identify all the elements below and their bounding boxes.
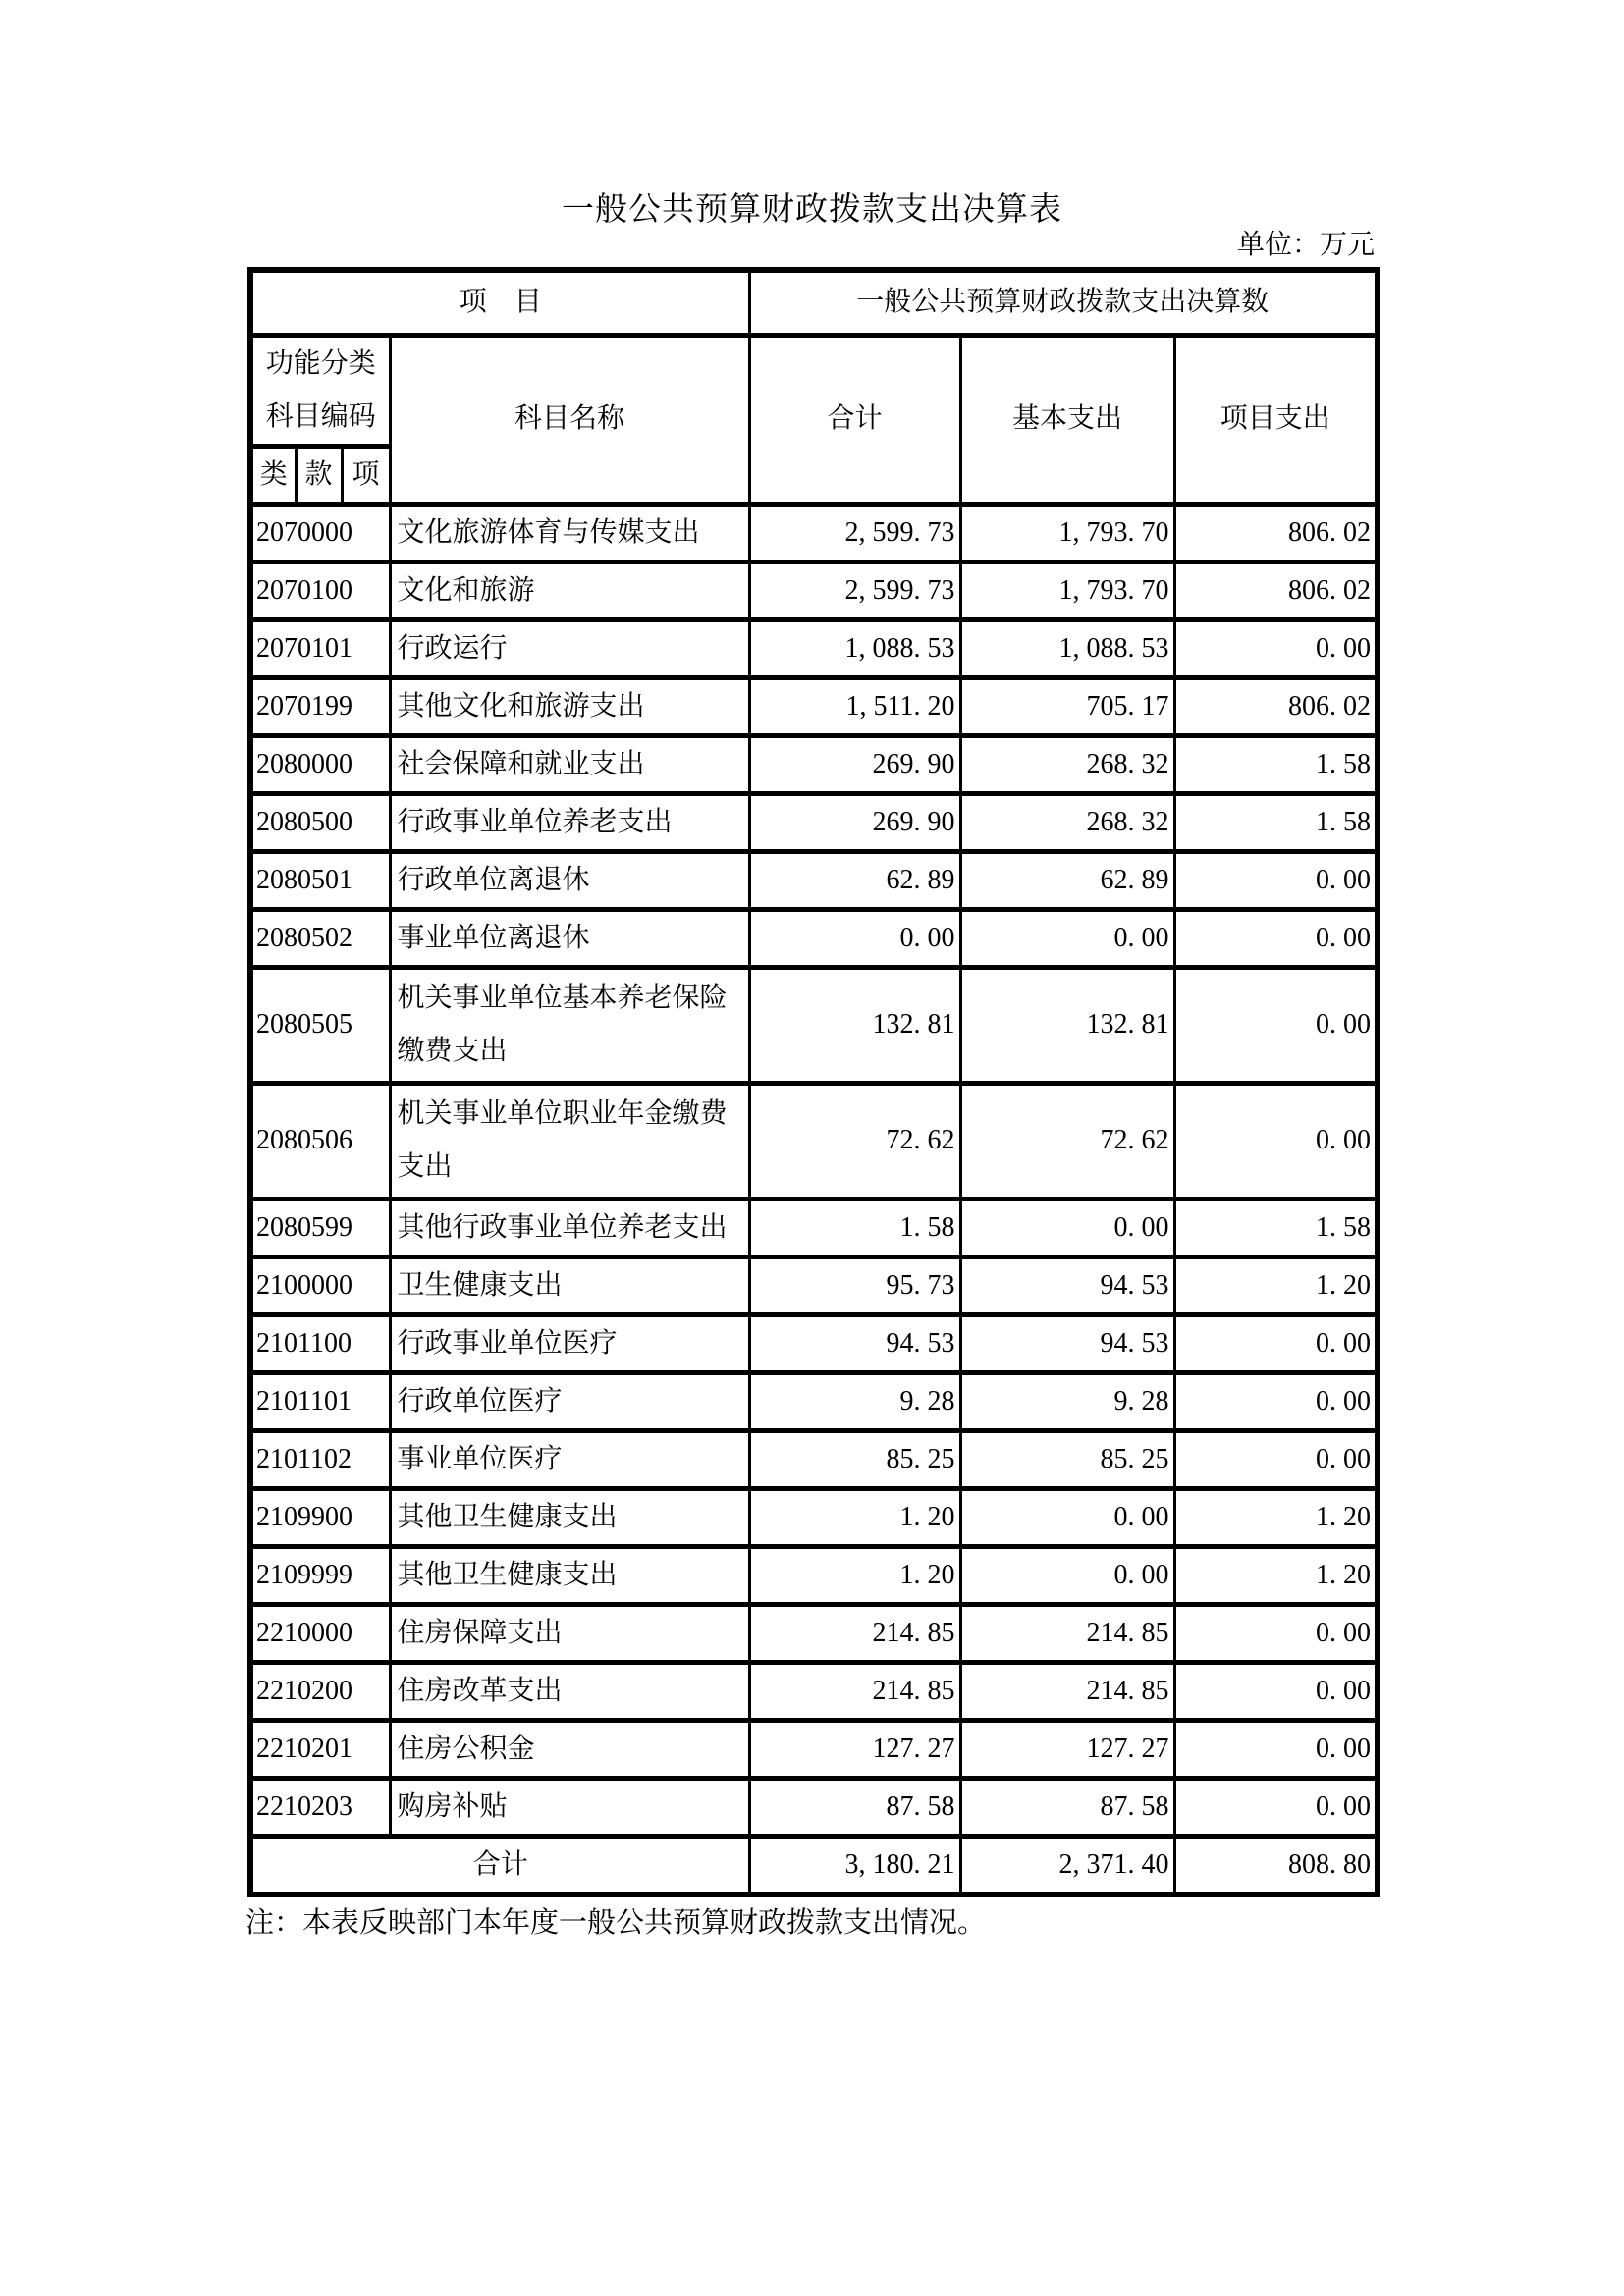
row-basic: 268. 32	[960, 735, 1174, 793]
row-code: 2080500	[250, 793, 390, 851]
row-name: 住房保障支出	[390, 1604, 749, 1662]
row-total: 214. 85	[749, 1604, 960, 1662]
row-code: 2210203	[250, 1778, 390, 1836]
row-code: 2210000	[250, 1604, 390, 1662]
row-basic: 705. 17	[960, 677, 1174, 735]
row-code: 2070199	[250, 677, 390, 735]
row-code: 2080000	[250, 735, 390, 793]
row-project: 0. 00	[1174, 1662, 1378, 1720]
row-total: 269. 90	[749, 735, 960, 793]
row-project: 1. 20	[1174, 1546, 1378, 1604]
row-code: 2080505	[250, 967, 390, 1083]
header-subject-name: 科目名称	[390, 335, 749, 504]
table-row	[250, 851, 1378, 909]
row-total: 269. 90	[749, 793, 960, 851]
row-basic: 72. 62	[960, 1083, 1174, 1199]
row-total: 9. 28	[749, 1372, 960, 1430]
table-row	[250, 909, 1378, 967]
row-project: 0. 00	[1174, 1720, 1378, 1778]
row-code: 2080599	[250, 1199, 390, 1256]
row-project: 1. 58	[1174, 1199, 1378, 1256]
row-basic: 0. 00	[960, 909, 1174, 967]
row-code: 2101100	[250, 1314, 390, 1372]
row-project: 0. 00	[1174, 1430, 1378, 1488]
row-basic: 214. 85	[960, 1604, 1174, 1662]
row-code: 2080506	[250, 1083, 390, 1199]
row-basic: 214. 85	[960, 1662, 1174, 1720]
total-row-basic: 2, 371. 40	[960, 1836, 1174, 1895]
header-total: 合计	[749, 335, 960, 504]
row-code: 2210201	[250, 1720, 390, 1778]
row-project: 0. 00	[1174, 1604, 1378, 1662]
row-project: 0. 00	[1174, 619, 1378, 677]
table-header	[250, 270, 1378, 504]
row-basic: 62. 89	[960, 851, 1174, 909]
table-footer	[250, 1836, 1378, 1895]
table-row	[250, 1662, 1378, 1720]
row-code: 2109999	[250, 1546, 390, 1604]
row-code: 2070000	[250, 504, 390, 561]
header-project-expenditure: 项目支出	[1174, 335, 1378, 504]
row-basic: 1, 088. 53	[960, 619, 1174, 677]
header-row-main	[250, 335, 1378, 446]
row-total: 95. 73	[749, 1256, 960, 1314]
row-basic: 9. 28	[960, 1372, 1174, 1430]
row-code: 2101102	[250, 1430, 390, 1488]
row-total: 0. 00	[749, 909, 960, 967]
row-project: 0. 00	[1174, 1372, 1378, 1430]
row-project: 0. 00	[1174, 967, 1378, 1083]
table-row	[250, 967, 1378, 1083]
header-row-groups	[250, 270, 1378, 335]
table-note: 注：本表反映部门本年度一般公共预算财政拨款支出情况。	[245, 1907, 987, 1939]
table-row	[250, 1604, 1378, 1662]
row-total: 87. 58	[749, 1778, 960, 1836]
row-basic: 87. 58	[960, 1778, 1174, 1836]
row-name: 机关事业单位职业年金缴费支出	[390, 1083, 749, 1199]
row-name: 事业单位医疗	[390, 1430, 749, 1488]
row-basic: 1, 793. 70	[960, 504, 1174, 561]
row-name: 文化旅游体育与传媒支出	[390, 504, 749, 561]
row-total: 2, 599. 73	[749, 504, 960, 561]
row-project: 0. 00	[1174, 851, 1378, 909]
expenditure-table	[247, 267, 1380, 1897]
table-body	[250, 504, 1378, 1836]
row-name: 住房改革支出	[390, 1662, 749, 1720]
row-code: 2070100	[250, 561, 390, 619]
row-project: 806. 02	[1174, 561, 1378, 619]
row-name: 行政事业单位医疗	[390, 1314, 749, 1372]
row-project: 1. 20	[1174, 1256, 1378, 1314]
header-basic-expenditure: 基本支出	[960, 335, 1174, 504]
row-total: 1. 20	[749, 1546, 960, 1604]
row-basic: 0. 00	[960, 1546, 1174, 1604]
row-total: 85. 25	[749, 1430, 960, 1488]
row-name: 机关事业单位基本养老保险缴费支出	[390, 967, 749, 1083]
row-total: 1. 20	[749, 1488, 960, 1546]
row-code: 2210200	[250, 1662, 390, 1720]
row-code: 2080502	[250, 909, 390, 967]
row-name: 行政单位离退休	[390, 851, 749, 909]
row-basic: 268. 32	[960, 793, 1174, 851]
row-name: 行政单位医疗	[390, 1372, 749, 1430]
table-row	[250, 677, 1378, 735]
table-row	[250, 793, 1378, 851]
total-row-project: 808. 80	[1174, 1836, 1378, 1895]
page-title: 一般公共预算财政拨款支出决算表	[562, 192, 1062, 228]
header-item-group: 项 目	[250, 270, 749, 335]
row-name: 行政运行	[390, 619, 749, 677]
row-basic: 0. 00	[960, 1199, 1174, 1256]
table-row	[250, 1256, 1378, 1314]
row-total: 132. 81	[749, 967, 960, 1083]
table-row	[250, 735, 1378, 793]
row-total: 127. 27	[749, 1720, 960, 1778]
row-name: 其他行政事业单位养老支出	[390, 1199, 749, 1256]
row-total: 1, 088. 53	[749, 619, 960, 677]
unit-label: 单位：万元	[1236, 230, 1375, 260]
row-total: 62. 89	[749, 851, 960, 909]
row-name: 其他卫生健康支出	[390, 1488, 749, 1546]
row-name: 其他卫生健康支出	[390, 1546, 749, 1604]
header-code-section: 款	[296, 446, 342, 504]
row-name: 事业单位离退休	[390, 909, 749, 967]
row-project: 1. 58	[1174, 793, 1378, 851]
total-row-total: 3, 180. 21	[749, 1836, 960, 1895]
row-name: 社会保障和就业支出	[390, 735, 749, 793]
row-basic: 132. 81	[960, 967, 1174, 1083]
row-total: 214. 85	[749, 1662, 960, 1720]
table-row	[250, 1488, 1378, 1546]
row-code: 2080501	[250, 851, 390, 909]
row-basic: 85. 25	[960, 1430, 1174, 1488]
table-row	[250, 1720, 1378, 1778]
total-row-label: 合计	[250, 1836, 749, 1895]
header-amount-group: 一般公共预算财政拨款支出决算数	[749, 270, 1378, 335]
row-project: 806. 02	[1174, 677, 1378, 735]
table-row	[250, 619, 1378, 677]
row-name: 住房公积金	[390, 1720, 749, 1778]
row-total: 1. 58	[749, 1199, 960, 1256]
table-row	[250, 561, 1378, 619]
header-code-class: 类	[250, 446, 296, 504]
row-code: 2070101	[250, 619, 390, 677]
row-total: 94. 53	[749, 1314, 960, 1372]
header-code-label: 功能分类科目编码	[250, 335, 390, 446]
total-row	[250, 1836, 1378, 1895]
row-name: 其他文化和旅游支出	[390, 677, 749, 735]
row-project: 0. 00	[1174, 909, 1378, 967]
row-name: 购房补贴	[390, 1778, 749, 1836]
row-project: 0. 00	[1174, 1083, 1378, 1199]
row-basic: 94. 53	[960, 1256, 1174, 1314]
row-basic: 127. 27	[960, 1720, 1174, 1778]
row-code: 2101101	[250, 1372, 390, 1430]
row-name: 行政事业单位养老支出	[390, 793, 749, 851]
table-row	[250, 504, 1378, 561]
row-project: 1. 20	[1174, 1488, 1378, 1546]
row-total: 1, 511. 20	[749, 677, 960, 735]
table-row	[250, 1372, 1378, 1430]
row-total: 72. 62	[749, 1083, 960, 1199]
row-code: 2100000	[250, 1256, 390, 1314]
table-row	[250, 1199, 1378, 1256]
table-row	[250, 1546, 1378, 1604]
row-project: 0. 00	[1174, 1778, 1378, 1836]
table-row	[250, 1083, 1378, 1199]
row-name: 文化和旅游	[390, 561, 749, 619]
header-code-item: 项	[342, 446, 390, 504]
row-project: 1. 58	[1174, 735, 1378, 793]
row-project: 0. 00	[1174, 1314, 1378, 1372]
table-row	[250, 1778, 1378, 1836]
row-code: 2109900	[250, 1488, 390, 1546]
row-basic: 0. 00	[960, 1488, 1174, 1546]
row-basic: 1, 793. 70	[960, 561, 1174, 619]
table-row	[250, 1314, 1378, 1372]
row-name: 卫生健康支出	[390, 1256, 749, 1314]
row-total: 2, 599. 73	[749, 561, 960, 619]
table-row	[250, 1430, 1378, 1488]
row-basic: 94. 53	[960, 1314, 1174, 1372]
row-project: 806. 02	[1174, 504, 1378, 561]
